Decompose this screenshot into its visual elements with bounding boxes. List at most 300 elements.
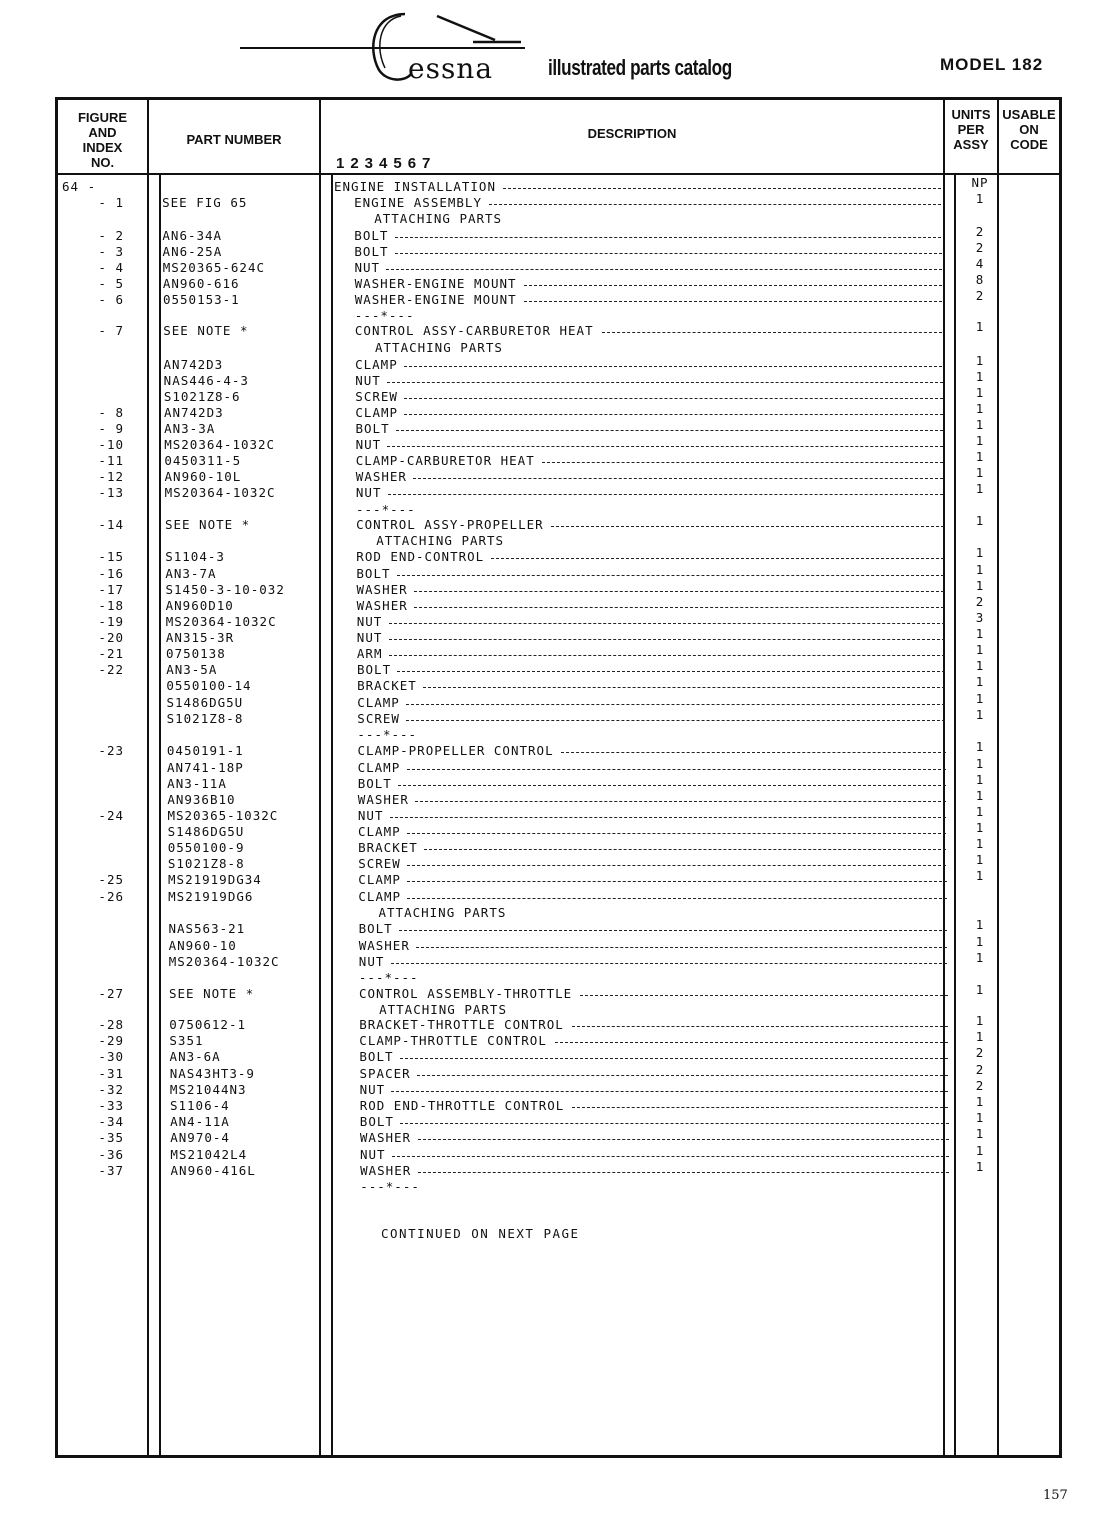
table-row [0,224,1113,244]
leader-dashes [388,494,944,495]
figure-index: - 9 [98,421,124,436]
part-number: MS21919DG34 [168,872,262,887]
part-description: BOLT [356,566,391,581]
figure-index: -17 [98,582,124,597]
figure-index: -37 [98,1163,124,1178]
units-per-assy: 1 [975,353,985,368]
table-row [0,658,1113,678]
part-number: S1104-3 [165,549,225,564]
col-usable-line: CODE [1010,137,1048,152]
units-per-assy: 1 [975,1159,985,1174]
leader-dashes [418,1139,949,1140]
part-description: WASHER [360,1163,412,1178]
part-description: ATTACHING PARTS [375,340,503,355]
leader-dashes [407,833,946,834]
part-number: AN3-5A [166,662,218,677]
figure-index: - 1 [98,195,124,210]
brand-name: essna [408,52,494,85]
part-description: ARM [356,646,383,661]
leader-dashes [415,801,946,802]
part-number: AN4-11A [170,1114,230,1129]
table-row [0,1013,1113,1033]
part-description: ENGINE ASSEMBLY [354,195,482,210]
table-row [0,465,1113,485]
leader-dashes [407,898,946,899]
leader-dashes [391,1091,948,1092]
table-row [0,982,1113,1002]
leader-dashes [524,301,942,302]
table-row [0,788,1113,808]
table-row [0,1062,1113,1082]
part-number: NAS563-21 [168,921,246,936]
part-description: CLAMP [357,695,400,710]
leader-dashes [551,526,943,527]
part-description: CLAMP [358,889,402,904]
table-row [0,950,1113,970]
part-number: 0550100-14 [166,678,252,693]
leader-dashes [572,1026,948,1027]
units-per-assy: 1 [975,385,985,400]
table-row [0,820,1113,840]
units-per-assy: 1 [975,642,985,657]
leader-dashes [397,671,945,672]
table-row [0,1045,1113,1065]
leader-dashes [489,204,941,205]
table-row [0,594,1113,614]
units-per-assy: 3 [975,610,985,625]
col-usable-line: ON [1019,122,1039,137]
figure-index: -12 [98,469,124,484]
part-number: MS20364-1032C [164,485,276,500]
table-row [0,691,1113,711]
table-row [0,804,1113,824]
part-description: WASHER [356,582,408,597]
part-number: SEE NOTE * [164,517,251,532]
units-per-assy: 1 [975,1029,985,1044]
leader-dashes [407,881,946,882]
part-description: WASHER [358,938,410,953]
part-number: AN960-10L [164,469,242,484]
figure-index: - 7 [98,323,124,338]
units-per-assy: 2 [975,1062,985,1077]
leader-dashes [400,1123,948,1124]
figure-index: -35 [98,1130,124,1145]
part-description: CONTROL ASSEMBLY-THROTTLE [359,986,573,1001]
table-row [0,836,1113,856]
table-row [0,256,1113,276]
figure-index: - 8 [98,405,124,420]
units-per-assy: 1 [975,626,985,641]
table-row [0,727,1113,743]
table-row [0,308,1113,324]
part-description: NUT [357,808,384,823]
table-row [0,449,1113,469]
part-number: S1486DG5U [167,824,245,839]
table-row [0,433,1113,453]
units-per-assy: 2 [975,1045,985,1060]
figure-index: -14 [98,517,124,532]
table-row [0,240,1113,260]
units-per-assy: 1 [975,1143,985,1158]
table-row [0,1002,1113,1018]
part-description: BRACKET-THROTTLE CONTROL [359,1017,564,1032]
part-number: NAS446-4-3 [163,373,249,388]
table-row [0,934,1113,954]
leader-dashes [404,398,942,399]
part-description: BRACKET [357,678,417,693]
col-figure [58,110,147,170]
part-description: WASHER [359,1130,412,1145]
leader-dashes [391,963,948,964]
part-description: NUT [355,437,382,452]
part-number: 0750612-1 [169,1017,246,1032]
figure-index: - 3 [98,244,124,259]
col-units [945,107,997,152]
leader-dashes [404,414,942,415]
leader-dashes [392,1156,949,1157]
part-number: MS21042L4 [170,1147,248,1162]
units-per-assy: 1 [975,191,985,206]
table-row [0,889,1113,905]
units-per-assy: 1 [975,788,985,803]
units-per-assy: 1 [975,674,985,689]
col-figure-line: AND [88,125,117,140]
part-description: NUT [354,260,381,275]
units-per-assy: 1 [975,836,985,851]
table-row [0,417,1113,437]
col-units-line: ASSY [953,137,989,152]
part-number: SEE NOTE * [169,986,255,1001]
leader-dashes [580,995,948,996]
part-description: ENGINE INSTALLATION [334,179,496,194]
units-per-assy: 1 [975,578,985,593]
table-row [0,739,1113,759]
part-number: MS21919DG6 [168,889,254,904]
part-description: BRACKET [358,840,418,855]
part-number: AN742D3 [163,357,224,372]
figure-index: -18 [98,598,124,613]
table-row [0,970,1113,986]
units-per-assy: 1 [975,433,985,448]
leader-dashes [561,752,945,753]
table-row [0,1179,1113,1195]
figure-index: -11 [98,453,124,468]
figure-index: 64 - [62,179,97,194]
table-row [0,272,1113,292]
figure-index: -21 [98,646,124,661]
part-number: AN742D3 [163,405,224,420]
part-description: SCREW [358,856,401,871]
leader-dashes [542,462,943,463]
figure-index: - 2 [98,228,124,243]
table-row [0,562,1113,582]
part-description: CLAMP [355,405,399,420]
part-number: AN3-3A [164,421,216,436]
figure-index: -23 [98,743,124,758]
part-description: CLAMP [358,872,401,887]
table-row [0,578,1113,598]
col-usable-line: USABLE [1002,107,1056,122]
table-row [0,1159,1113,1179]
part-number: AN6-25A [162,244,223,259]
part-description: SCREW [357,711,400,726]
units-per-assy: 1 [975,369,985,384]
part-number: AN6-34A [162,228,223,243]
part-number: MS20365-624C [162,260,265,275]
figure-index: -29 [98,1033,124,1048]
units-per-assy: 1 [975,562,985,577]
units-per-assy: 8 [975,272,985,287]
part-description: CLAMP-CARBURETOR HEAT [355,453,535,468]
leader-dashes [407,769,946,770]
part-description: ATTACHING PARTS [376,533,505,548]
part-number: AN741-18P [167,760,244,775]
part-description: BOLT [359,1049,394,1064]
leader-dashes [414,607,944,608]
units-per-assy: 1 [975,1110,985,1125]
part-description: SPACER [359,1066,411,1081]
table-row [0,905,1113,921]
figure-index: -13 [98,485,124,500]
units-per-assy: 1 [975,545,985,560]
part-number: 0550153-1 [162,292,240,307]
part-number: MS21044N3 [169,1082,247,1097]
part-description: ROD END-CONTROL [356,549,485,564]
col-description: DESCRIPTION [587,126,677,141]
part-number: AN960-416L [170,1163,256,1178]
model-label: MODEL 182 [940,55,1044,74]
units-per-assy: 1 [975,804,985,819]
units-per-assy: 2 [975,288,985,303]
continued-note: CONTINUED ON NEXT PAGE [381,1226,580,1241]
units-per-assy: 2 [975,224,985,239]
col-part-number: PART NUMBER [186,132,282,147]
units-per-assy: 1 [975,756,985,771]
part-description: ATTACHING PARTS [379,1002,507,1017]
part-number: S1450-3-10-032 [165,582,285,597]
table-row [0,756,1113,776]
part-description: BOLT [357,662,392,677]
units-per-assy: 1 [975,772,985,787]
part-number: S1486DG5U [166,695,244,710]
leader-dashes [406,704,945,705]
leader-dashes [423,687,945,688]
figure-index: - 5 [98,276,124,291]
part-description: CONTROL ASSY-PROPELLER [356,517,544,532]
part-description: BOLT [358,921,393,936]
leader-dashes [524,285,942,286]
part-description: ---*--- [356,502,416,517]
table-row [0,707,1113,727]
part-number: S351 [169,1033,204,1048]
part-description: NUT [356,630,383,645]
part-number: AN3-11A [167,776,227,791]
part-description: ---*--- [357,727,418,742]
part-description: BOLT [359,1114,394,1129]
leader-dashes [414,591,944,592]
units-per-assy: 1 [975,319,985,334]
part-description: WASHER-ENGINE MOUNT [354,292,517,307]
part-number: MS20364-1032C [168,954,280,969]
part-description: CLAMP-THROTTLE CONTROL [359,1033,547,1048]
units-per-assy: 1 [975,868,985,883]
leader-dashes [389,639,945,640]
table-row [0,674,1113,694]
part-description: ROD END-THROTTLE CONTROL [359,1098,565,1113]
part-description: WASHER-ENGINE MOUNT [354,276,517,291]
col-units-line: PER [957,122,985,137]
table-row [0,319,1113,339]
part-description: CLAMP [357,760,401,775]
leader-dashes [389,655,945,656]
figure-index: -10 [98,437,124,452]
table-row [0,401,1113,421]
leader-dashes [491,558,944,559]
part-number: AN960-10 [168,938,237,953]
leader-dashes [395,253,942,254]
table-row [0,626,1113,646]
figure-index: -15 [98,549,124,564]
figure-index: -33 [98,1098,124,1113]
col-usable [999,107,1059,152]
units-per-assy: 1 [975,401,985,416]
units-per-assy: 1 [975,852,985,867]
table-row [0,1143,1113,1163]
table-row [0,191,1113,211]
part-description: ---*--- [358,970,419,985]
units-per-assy: 1 [975,820,985,835]
part-description: CLAMP-PROPELLER CONTROL [357,743,554,758]
header-divider [58,173,1059,175]
leader-dashes [390,817,946,818]
table-row [0,513,1113,533]
leader-dashes [396,430,943,431]
part-description: BOLT [354,244,389,259]
part-number: SEE FIG 65 [162,195,248,210]
table-row [0,481,1113,501]
table-row [0,533,1113,549]
table-row [0,868,1113,888]
catalog-title: illustrated parts catalog [548,55,732,80]
part-number: AN960-616 [162,276,240,291]
leader-dashes [602,332,942,333]
leader-dashes [503,188,941,189]
part-number: S1106-4 [169,1098,230,1113]
units-per-assy: 1 [975,465,985,480]
table-row [0,385,1113,405]
part-description: ---*--- [360,1179,420,1194]
table-row [0,288,1113,308]
table-row [0,1029,1113,1049]
table-row [0,1126,1113,1146]
units-per-assy: 1 [975,917,985,932]
table-row [0,353,1113,373]
figure-index: -24 [98,808,124,823]
leader-dashes [424,849,946,850]
part-description: CLAMP [358,824,401,839]
part-description: NUT [356,614,383,629]
part-number: 0450311-5 [164,453,242,468]
table-row [0,502,1113,518]
leader-dashes [399,930,947,931]
figure-index: -36 [98,1147,124,1162]
table-row [0,772,1113,792]
col-figure-line: NO. [90,155,115,170]
part-description: NUT [360,1147,386,1162]
units-per-assy: 1 [975,449,985,464]
units-per-assy: 1 [975,691,985,706]
table-row [0,1094,1113,1114]
part-description: WASHER [355,469,407,484]
table-row [0,340,1113,356]
units-per-assy: 1 [975,739,985,754]
part-description: ATTACHING PARTS [374,211,503,226]
part-description: NUT [355,373,381,388]
indent-levels: 1234567 [336,155,437,172]
units-per-assy: 1 [975,417,985,432]
leader-dashes [404,366,942,367]
part-number: AN3-6A [169,1049,221,1064]
leader-dashes [386,269,941,270]
leader-dashes [387,382,943,383]
leader-dashes [395,237,942,238]
table-row [0,642,1113,662]
units-per-assy: 4 [975,256,985,271]
part-number: AN960D10 [165,598,234,613]
part-number: AN970-4 [170,1130,230,1145]
part-number: SEE NOTE * [163,323,249,338]
table-row [0,545,1113,565]
leader-dashes [406,720,945,721]
units-per-assy: 1 [975,1094,985,1109]
part-number: MS20365-1032C [167,808,279,823]
units-per-assy: 1 [975,950,985,965]
table-row [0,852,1113,872]
part-number: 0450191-1 [166,743,244,758]
figure-index: -32 [98,1082,124,1097]
units-per-assy: 1 [975,513,985,528]
leader-dashes [416,947,947,948]
units-per-assy: NP [971,175,989,190]
figure-index: -27 [98,986,124,1001]
part-number: 0750138 [166,646,226,661]
figure-index: -25 [98,872,124,887]
units-per-assy: 1 [975,1013,985,1028]
units-per-assy: 1 [975,481,985,496]
leader-dashes [407,865,946,866]
part-number: 0550100-9 [167,840,245,855]
figure-index: -30 [98,1049,124,1064]
units-per-assy: 1 [975,982,985,997]
units-per-assy: 1 [975,658,985,673]
table-row [0,175,1113,195]
table-row [0,1110,1113,1130]
part-description: WASHER [356,598,408,613]
part-number: MS20364-1032C [164,437,276,452]
part-description: ATTACHING PARTS [378,905,507,920]
part-description: WASHER [357,792,409,807]
figure-index: -34 [98,1114,124,1129]
leader-dashes [418,1172,949,1173]
part-number: NAS43HT3-9 [169,1066,255,1081]
part-number: S1021Z8-8 [166,711,244,726]
table-row [0,1078,1113,1098]
page-number: 157 [1043,1488,1068,1503]
leader-dashes [555,1042,948,1043]
leader-dashes [572,1107,948,1108]
table-row [0,211,1113,227]
part-number: S1021Z8-6 [163,389,241,404]
